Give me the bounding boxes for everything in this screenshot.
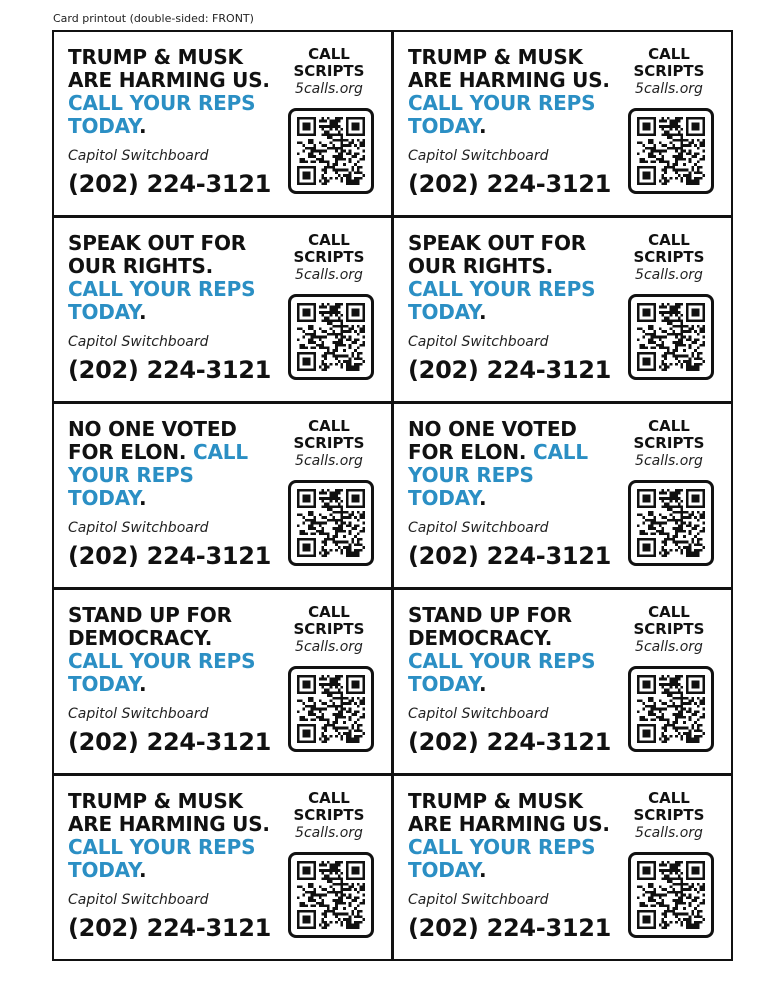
call-scripts — [621, 232, 717, 284]
qr-code-icon — [288, 852, 374, 938]
phone-number: (202) 224-3121 — [68, 542, 272, 570]
headline-black: STAND UP FOR DEMOCRACY. — [408, 603, 572, 650]
qr-code-icon — [288, 294, 374, 380]
headline-black: NO ONE VOTED FOR ELON. — [408, 417, 577, 464]
qr-code-icon — [288, 108, 374, 194]
call-scripts-label: CALL SCRIPTS — [633, 789, 705, 824]
headline-black: SPEAK OUT FOR OUR RIGHTS. — [68, 231, 246, 278]
switchboard-label: Capitol Switchboard — [68, 520, 209, 536]
headline — [408, 604, 613, 696]
call-scripts-label: CALL SCRIPTS — [293, 45, 365, 80]
headline — [68, 418, 273, 510]
headline-period: . — [478, 114, 487, 138]
headline-black: SPEAK OUT FOR OUR RIGHTS. — [408, 231, 586, 278]
call-scripts — [281, 790, 377, 842]
card — [392, 402, 733, 589]
call-scripts-label: CALL SCRIPTS — [633, 45, 705, 80]
qr-code-pattern — [637, 675, 705, 743]
card — [52, 402, 393, 589]
headline-black: TRUMP & MUSK ARE HARMING US. — [408, 789, 610, 836]
headline-blue: CALL YOUR REPS TODAY — [68, 277, 256, 324]
call-scripts-label: CALL SCRIPTS — [633, 603, 705, 638]
site-url: 5calls.org — [635, 639, 703, 655]
headline-blue: CALL YOUR REPS TODAY — [68, 649, 256, 696]
phone-number: (202) 224-3121 — [408, 356, 612, 384]
headline-blue: CALL YOUR REPS TODAY — [408, 835, 596, 882]
card — [392, 588, 733, 775]
qr-code-pattern — [297, 117, 365, 185]
switchboard-label: Capitol Switchboard — [408, 148, 549, 164]
call-scripts — [281, 418, 377, 470]
headline — [408, 790, 613, 882]
qr-code-icon — [288, 666, 374, 752]
headline — [68, 604, 273, 696]
headline — [408, 232, 613, 324]
call-scripts-label: CALL SCRIPTS — [293, 417, 365, 452]
headline-black: TRUMP & MUSK ARE HARMING US. — [68, 45, 270, 92]
call-scripts-label: CALL SCRIPTS — [633, 231, 705, 266]
headline-blue: CALL YOUR REPS TODAY — [408, 91, 596, 138]
headline-period: . — [478, 486, 487, 510]
card — [392, 774, 733, 961]
site-url: 5calls.org — [635, 267, 703, 283]
call-scripts-label: CALL SCRIPTS — [633, 417, 705, 452]
headline-black: NO ONE VOTED FOR ELON. — [68, 417, 237, 464]
switchboard-label: Capitol Switchboard — [408, 334, 549, 350]
call-scripts — [621, 604, 717, 656]
call-scripts — [621, 418, 717, 470]
site-url: 5calls.org — [635, 453, 703, 469]
card — [392, 30, 733, 217]
call-scripts — [281, 46, 377, 98]
headline-period: . — [478, 672, 487, 696]
headline — [68, 790, 273, 882]
qr-code-icon — [628, 294, 714, 380]
card — [52, 588, 393, 775]
site-url: 5calls.org — [635, 825, 703, 841]
qr-code-pattern — [637, 861, 705, 929]
site-url: 5calls.org — [295, 81, 363, 97]
card — [392, 216, 733, 403]
headline — [408, 46, 613, 138]
card-sheet — [52, 30, 732, 960]
call-scripts-label: CALL SCRIPTS — [293, 789, 365, 824]
switchboard-label: Capitol Switchboard — [68, 706, 209, 722]
phone-number: (202) 224-3121 — [408, 914, 612, 942]
phone-number: (202) 224-3121 — [408, 170, 612, 198]
phone-number: (202) 224-3121 — [68, 728, 272, 756]
card — [52, 30, 393, 217]
headline-blue: CALL YOUR REPS TODAY — [68, 91, 256, 138]
call-scripts-label: CALL SCRIPTS — [293, 603, 365, 638]
headline-period: . — [138, 672, 147, 696]
headline-period: . — [138, 300, 147, 324]
card — [52, 774, 393, 961]
site-url: 5calls.org — [295, 825, 363, 841]
site-url: 5calls.org — [295, 639, 363, 655]
headline — [68, 46, 273, 138]
switchboard-label: Capitol Switchboard — [408, 892, 549, 908]
call-scripts — [621, 46, 717, 98]
call-scripts — [281, 604, 377, 656]
page-header: Card printout (double-sided: FRONT) — [53, 12, 254, 25]
qr-code-pattern — [297, 303, 365, 371]
headline-blue: CALL YOUR REPS TODAY — [408, 440, 588, 510]
qr-code-icon — [628, 480, 714, 566]
qr-code-pattern — [297, 675, 365, 743]
phone-number: (202) 224-3121 — [68, 914, 272, 942]
headline-blue: CALL YOUR REPS TODAY — [68, 440, 248, 510]
headline — [68, 232, 273, 324]
qr-code-pattern — [637, 117, 705, 185]
call-scripts-label: CALL SCRIPTS — [293, 231, 365, 266]
phone-number: (202) 224-3121 — [408, 728, 612, 756]
qr-code-icon — [628, 852, 714, 938]
headline-period: . — [478, 300, 487, 324]
switchboard-label: Capitol Switchboard — [68, 334, 209, 350]
headline-period: . — [138, 486, 147, 510]
headline-period: . — [138, 114, 147, 138]
qr-code-pattern — [297, 861, 365, 929]
switchboard-label: Capitol Switchboard — [68, 892, 209, 908]
headline-blue: CALL YOUR REPS TODAY — [68, 835, 256, 882]
headline-black: STAND UP FOR DEMOCRACY. — [68, 603, 232, 650]
phone-number: (202) 224-3121 — [68, 356, 272, 384]
qr-code-icon — [628, 108, 714, 194]
card — [52, 216, 393, 403]
headline-period: . — [478, 858, 487, 882]
headline-black: TRUMP & MUSK ARE HARMING US. — [68, 789, 270, 836]
site-url: 5calls.org — [635, 81, 703, 97]
headline-blue: CALL YOUR REPS TODAY — [408, 277, 596, 324]
phone-number: (202) 224-3121 — [408, 542, 612, 570]
call-scripts — [621, 790, 717, 842]
switchboard-label: Capitol Switchboard — [408, 706, 549, 722]
headline-black: TRUMP & MUSK ARE HARMING US. — [408, 45, 610, 92]
qr-code-pattern — [637, 489, 705, 557]
call-scripts — [281, 232, 377, 284]
headline-period: . — [138, 858, 147, 882]
qr-code-pattern — [297, 489, 365, 557]
site-url: 5calls.org — [295, 267, 363, 283]
qr-code-pattern — [637, 303, 705, 371]
headline-blue: CALL YOUR REPS TODAY — [408, 649, 596, 696]
phone-number: (202) 224-3121 — [68, 170, 272, 198]
switchboard-label: Capitol Switchboard — [68, 148, 209, 164]
qr-code-icon — [628, 666, 714, 752]
headline — [408, 418, 613, 510]
site-url: 5calls.org — [295, 453, 363, 469]
switchboard-label: Capitol Switchboard — [408, 520, 549, 536]
qr-code-icon — [288, 480, 374, 566]
